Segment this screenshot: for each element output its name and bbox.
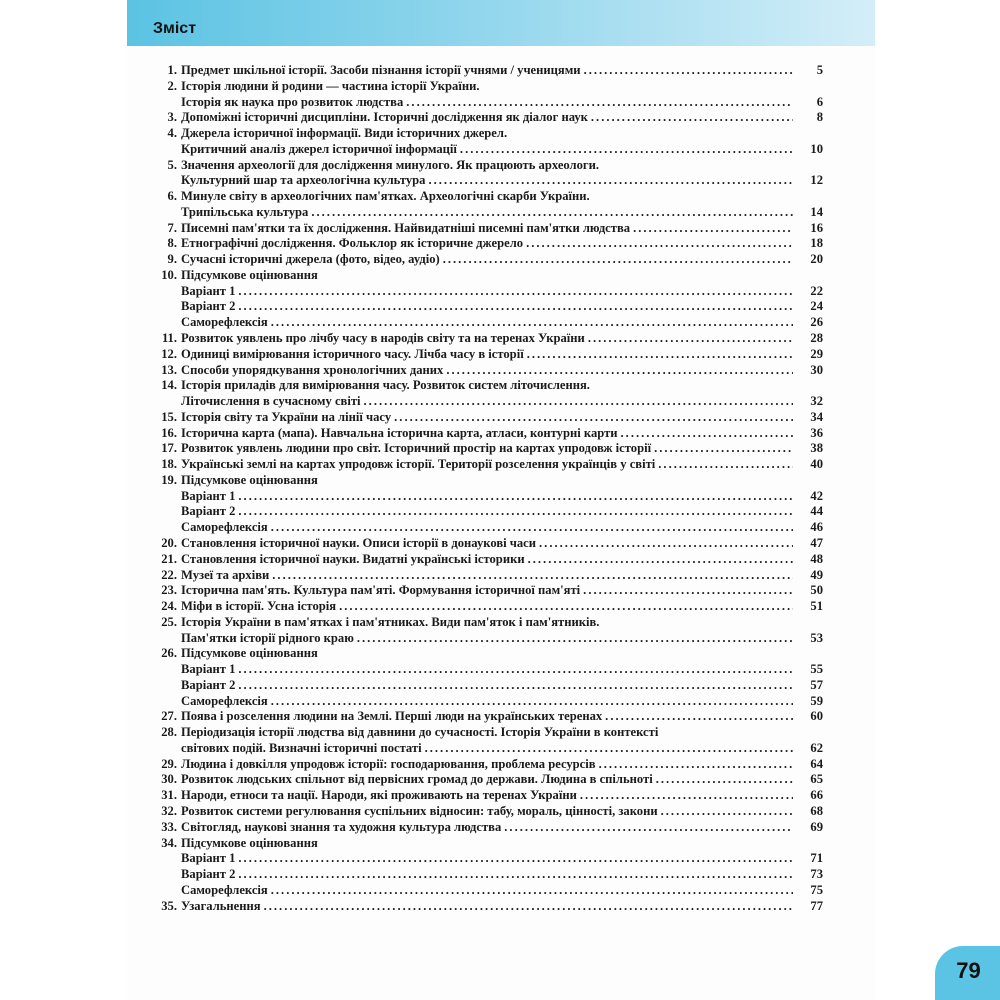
toc-entry-page: 68 xyxy=(810,803,823,818)
toc-leader-dots xyxy=(364,394,793,410)
toc-leader-dots xyxy=(357,631,793,647)
toc-entry-label: Варіант 1 xyxy=(181,851,236,866)
toc-entry xyxy=(127,583,875,599)
toc-entry-page: 30 xyxy=(810,362,823,377)
toc-entry-label: Підсумкове оцінювання xyxy=(181,835,318,850)
toc-entry-number: 13. xyxy=(161,362,177,377)
toc-leader-dots xyxy=(238,662,793,678)
toc-entry-label: Розвиток людських спільнот від первісних громад до держави. Людина в спільноті xyxy=(181,772,653,787)
toc-entry xyxy=(127,631,875,647)
toc-entry-label: Трипільська культура xyxy=(181,204,309,219)
toc-leader-dots xyxy=(661,804,793,820)
toc-entry-label: Допоміжні історичні дисципліни. Історичні дослідження як діалог наук xyxy=(181,110,588,125)
toc-entry-label: Світогляд, наукові знання та художня культура людства xyxy=(181,819,502,834)
toc-entry-label: Розвиток уявлень про лічбу часу в народів світу та на теренах України xyxy=(181,331,585,346)
toc-entry-number: 11. xyxy=(161,331,177,346)
toc-entry-number: 7. xyxy=(167,220,177,235)
toc-entry-number: 6. xyxy=(167,189,177,204)
toc-entry-label: Поява і розселення людини на Землі. Перші люди на українських теренах xyxy=(181,709,603,724)
toc-entry-page: 36 xyxy=(810,425,823,440)
toc-entry-number: 31. xyxy=(161,788,177,803)
toc-entry-title xyxy=(181,694,793,710)
toc-entry xyxy=(127,110,875,126)
toc-entry-label: Значення археології для дослідження минулого. Як працюють археологи. xyxy=(181,157,600,172)
toc-entry-title xyxy=(181,79,793,95)
toc-leader-dots xyxy=(621,426,793,442)
toc-entry xyxy=(127,63,875,79)
toc-entry xyxy=(127,899,875,915)
toc-entry-number: 8. xyxy=(167,236,177,251)
toc-leader-dots xyxy=(425,741,793,757)
toc-leader-dots xyxy=(446,363,793,379)
toc-entry-title xyxy=(181,599,793,615)
toc-leader-dots xyxy=(394,410,793,426)
toc-entry-title xyxy=(181,851,793,867)
toc-entry xyxy=(127,410,875,426)
table-of-contents xyxy=(127,63,875,914)
toc-entry-title xyxy=(181,189,793,205)
toc-entry-page: 12 xyxy=(810,173,823,188)
toc-entry-title xyxy=(181,804,793,820)
toc-entry-label: Варіант 2 xyxy=(181,504,236,519)
toc-entry-label: Минуле світу в археологічних пам'ятках. Археологічні скарби України. xyxy=(181,189,590,204)
toc-entry xyxy=(127,820,875,836)
toc-entry-label: Історія людини й родини — частина історії України. xyxy=(181,78,480,93)
toc-leader-dots xyxy=(238,299,793,315)
toc-leader-dots xyxy=(238,489,793,505)
toc-entry-number: 18. xyxy=(161,457,177,472)
toc-entry-label: Українські землі на картах упродовж історії. Території розселення українців у світі xyxy=(181,457,656,472)
toc-entry-title xyxy=(181,867,793,883)
toc-entry-title xyxy=(181,883,793,899)
toc-entry xyxy=(127,836,875,852)
toc-entry xyxy=(127,552,875,568)
toc-entry-label: Предмет шкільної історії. Засоби пізнання історії учнями / ученицями xyxy=(181,63,581,77)
toc-entry-title xyxy=(181,615,793,631)
toc-entry-number: 16. xyxy=(161,425,177,440)
toc-entry-page: 59 xyxy=(810,693,823,708)
toc-entry-title xyxy=(181,268,793,284)
toc-entry-page: 48 xyxy=(810,551,823,566)
toc-entry-label: Періодизація історії людства від давнини до сучасності. Історія України в контексті xyxy=(181,725,659,740)
toc-entry-title xyxy=(181,378,793,394)
toc-entry-page: 32 xyxy=(810,394,823,409)
toc-entry xyxy=(127,851,875,867)
toc-entry-label: світових подій. Визначні історичні постаті xyxy=(181,740,422,755)
toc-entry-label: Писемні пам'ятки та їх дослідження. Найвидатніші писемні пам'ятки людства xyxy=(181,220,631,235)
toc-entry-label: Варіант 2 xyxy=(181,867,236,882)
toc-entry-title xyxy=(181,142,793,158)
toc-entry-label: Варіант 2 xyxy=(181,677,236,692)
toc-leader-dots xyxy=(633,221,793,237)
toc-entry-page: 6 xyxy=(816,94,823,109)
toc-leader-dots xyxy=(271,520,793,536)
book-page xyxy=(127,0,981,1000)
toc-leader-dots xyxy=(238,867,793,883)
toc-entry xyxy=(127,315,875,331)
toc-entry-title xyxy=(181,725,793,741)
toc-entry-number: 22. xyxy=(161,567,177,582)
toc-entry xyxy=(127,473,875,489)
toc-entry-title xyxy=(181,568,793,584)
toc-entry-page: 69 xyxy=(810,819,823,834)
toc-leader-dots xyxy=(656,772,793,788)
toc-entry xyxy=(127,662,875,678)
toc-entry-label: Етнографічні дослідження. Фольклор як історичне джерело xyxy=(181,236,524,251)
toc-entry-number: 20. xyxy=(161,535,177,550)
page-title: Зміст xyxy=(153,20,197,37)
toc-entry-title xyxy=(181,836,793,852)
toc-entry xyxy=(127,646,875,662)
toc-entry-page: 55 xyxy=(810,662,823,677)
toc-entry-label: Саморефлексія xyxy=(181,882,268,897)
toc-entry-label: Варіант 2 xyxy=(181,299,236,314)
toc-entry-page: 73 xyxy=(810,867,823,882)
toc-entry xyxy=(127,615,875,631)
toc-entry-page: 75 xyxy=(810,882,823,897)
toc-entry-label: Підсумкове оцінювання xyxy=(181,267,318,282)
toc-entry xyxy=(127,95,875,111)
toc-entry-title xyxy=(181,820,793,836)
toc-entry-label: Критичний аналіз джерел історичної інформації xyxy=(181,141,457,156)
toc-leader-dots xyxy=(591,110,793,126)
toc-entry-label: Саморефлексія xyxy=(181,693,268,708)
toc-entry-title xyxy=(181,757,793,773)
toc-entry-page: 66 xyxy=(810,788,823,803)
toc-entry-page: 77 xyxy=(810,898,823,913)
toc-entry-page: 47 xyxy=(810,535,823,550)
toc-entry xyxy=(127,394,875,410)
toc-entry-number: 27. xyxy=(161,709,177,724)
toc-entry-label: Саморефлексія xyxy=(181,520,268,535)
toc-entry-number: 1. xyxy=(167,63,177,77)
toc-entry-page: 40 xyxy=(810,457,823,472)
toc-leader-dots xyxy=(605,709,793,725)
toc-entry-title xyxy=(181,158,793,174)
toc-entry-page: 53 xyxy=(810,630,823,645)
toc-entry-label: Варіант 1 xyxy=(181,488,236,503)
toc-entry-number: 17. xyxy=(161,441,177,456)
toc-entry-title xyxy=(181,662,793,678)
toc-entry-page: 18 xyxy=(810,236,823,251)
toc-entry-label: Становлення історичної науки. Видатні українські історики xyxy=(181,551,525,566)
toc-leader-dots xyxy=(238,678,793,694)
toc-entry xyxy=(127,142,875,158)
toc-entry xyxy=(127,173,875,189)
toc-entry xyxy=(127,299,875,315)
toc-entry-number: 19. xyxy=(161,472,177,487)
toc-leader-dots xyxy=(339,599,793,615)
toc-entry-number: 30. xyxy=(161,772,177,787)
toc-entry xyxy=(127,520,875,536)
toc-entry-number: 9. xyxy=(167,252,177,267)
toc-entry-number: 26. xyxy=(161,646,177,661)
toc-entry-label: Підсумкове оцінювання xyxy=(181,472,318,487)
toc-entry xyxy=(127,772,875,788)
toc-entry-title xyxy=(181,410,793,426)
toc-leader-dots xyxy=(406,95,793,111)
toc-leader-dots xyxy=(583,583,793,599)
toc-entry-page: 44 xyxy=(810,504,823,519)
toc-entry-number: 29. xyxy=(161,756,177,771)
toc-leader-dots xyxy=(272,568,793,584)
toc-entry xyxy=(127,189,875,205)
toc-entry-number: 34. xyxy=(161,835,177,850)
toc-entry-number: 25. xyxy=(161,614,177,629)
toc-entry xyxy=(127,725,875,741)
toc-entry xyxy=(127,489,875,505)
toc-entry-title xyxy=(181,504,793,520)
toc-entry-title xyxy=(181,457,793,473)
toc-leader-dots xyxy=(264,899,793,915)
toc-entry-page: 10 xyxy=(810,141,823,156)
toc-entry-number: 15. xyxy=(161,409,177,424)
toc-entry-page: 24 xyxy=(810,299,823,314)
toc-entry-label: Історія світу та України на лінії часу xyxy=(181,409,392,424)
toc-entry xyxy=(127,158,875,174)
toc-entry-title xyxy=(181,583,793,599)
toc-entry xyxy=(127,457,875,473)
toc-entry-page: 49 xyxy=(810,567,823,582)
toc-entry-number: 32. xyxy=(161,803,177,818)
toc-entry-page: 14 xyxy=(810,204,823,219)
toc-entry-title xyxy=(181,299,793,315)
toc-entry-label: Міфи в історії. Усна історія xyxy=(181,599,337,614)
toc-leader-dots xyxy=(584,63,793,79)
toc-entry-page: 65 xyxy=(810,772,823,787)
toc-entry-title xyxy=(181,552,793,568)
toc-leader-dots xyxy=(539,536,793,552)
toc-entry xyxy=(127,441,875,457)
toc-entry-title xyxy=(181,709,793,725)
toc-entry xyxy=(127,252,875,268)
toc-leader-dots xyxy=(311,205,793,221)
toc-entry-number: 12. xyxy=(161,346,177,361)
toc-leader-dots xyxy=(526,236,793,252)
toc-entry-title xyxy=(181,536,793,552)
toc-entry-title xyxy=(181,331,793,347)
toc-entry xyxy=(127,126,875,142)
toc-leader-dots xyxy=(504,820,793,836)
toc-entry xyxy=(127,757,875,773)
toc-entry-label: Варіант 1 xyxy=(181,662,236,677)
toc-entry-label: Розвиток системи регулювання суспільних відносин: табу, мораль, цінності, закони xyxy=(181,803,658,818)
toc-entry xyxy=(127,79,875,95)
toc-entry-label: Варіант 1 xyxy=(181,283,236,298)
toc-leader-dots xyxy=(599,757,793,773)
toc-entry xyxy=(127,426,875,442)
toc-entry-number: 2. xyxy=(167,78,177,93)
toc-entry xyxy=(127,741,875,757)
toc-entry-page: 60 xyxy=(810,709,823,724)
toc-entry xyxy=(127,331,875,347)
toc-entry-page: 50 xyxy=(810,583,823,598)
toc-entry-page: 20 xyxy=(810,252,823,267)
toc-leader-dots xyxy=(238,851,793,867)
toc-entry-title xyxy=(181,631,793,647)
toc-entry-title xyxy=(181,441,793,457)
toc-entry-title xyxy=(181,363,793,379)
toc-entry-label: Підсумкове оцінювання xyxy=(181,646,318,661)
toc-entry-label: Історична пам'ять. Культура пам'яті. Формування історичної пам'яті xyxy=(181,583,581,598)
toc-entry-page: 42 xyxy=(810,488,823,503)
toc-leader-dots xyxy=(238,504,793,520)
toc-entry-number: 5. xyxy=(167,157,177,172)
toc-entry-number: 35. xyxy=(161,898,177,913)
toc-entry xyxy=(127,804,875,820)
toc-entry-title xyxy=(181,236,793,252)
toc-entry-page: 26 xyxy=(810,315,823,330)
toc-entry-page: 71 xyxy=(810,851,823,866)
toc-entry-number: 23. xyxy=(161,583,177,598)
toc-entry-number: 14. xyxy=(161,378,177,393)
header-band xyxy=(127,0,875,46)
toc-entry-title xyxy=(181,252,793,268)
toc-entry-page: 16 xyxy=(810,220,823,235)
toc-entry-number: 4. xyxy=(167,126,177,141)
toc-entry-title xyxy=(181,173,793,189)
toc-entry-page: 64 xyxy=(810,756,823,771)
toc-entry xyxy=(127,867,875,883)
toc-leader-dots xyxy=(238,284,793,300)
toc-entry-title xyxy=(181,63,793,79)
toc-entry-number: 3. xyxy=(167,110,177,125)
toc-leader-dots xyxy=(654,441,793,457)
toc-entry xyxy=(127,536,875,552)
toc-entry-title xyxy=(181,646,793,662)
toc-entry xyxy=(127,221,875,237)
toc-entry-title xyxy=(181,95,793,111)
toc-entry-number: 10. xyxy=(161,267,177,282)
toc-entry-label: Людина і довкілля упродовж історії: господарювання, проблема ресурсів xyxy=(181,756,596,771)
toc-entry xyxy=(127,268,875,284)
toc-entry-number: 21. xyxy=(161,551,177,566)
toc-leader-dots xyxy=(271,694,793,710)
toc-entry-page: 28 xyxy=(810,331,823,346)
toc-entry-label: Становлення історичної науки. Описи історії в донаукові часи xyxy=(181,535,537,550)
toc-entry-title xyxy=(181,284,793,300)
toc-leader-dots xyxy=(443,252,793,268)
toc-entry-label: Культурний шар та археологічна культура xyxy=(181,173,426,188)
toc-entry-page: 38 xyxy=(810,441,823,456)
toc-entry-number: 33. xyxy=(161,819,177,834)
toc-leader-dots xyxy=(460,142,793,158)
toc-entry xyxy=(127,568,875,584)
toc-entry-label: Джерела історичної інформації. Види історичних джерел. xyxy=(181,126,508,141)
toc-entry-title xyxy=(181,788,793,804)
page-number: 79 xyxy=(956,958,981,983)
toc-entry-label: Історія приладів для вимірювання часу. Розвиток систем літочислення. xyxy=(181,378,590,393)
toc-entry-label: Розвиток уявлень людини про світ. Історичний простір на картах упродовж історії xyxy=(181,441,652,456)
toc-entry-number: 24. xyxy=(161,599,177,614)
toc-entry-label: Літочислення в сучасному світі xyxy=(181,394,361,409)
toc-leader-dots xyxy=(527,347,793,363)
toc-entry-number: 28. xyxy=(161,725,177,740)
toc-entry xyxy=(127,378,875,394)
toc-entry-label: Пам'ятки історії рідного краю xyxy=(181,630,354,645)
toc-entry-title xyxy=(181,899,793,915)
toc-leader-dots xyxy=(271,315,793,331)
toc-leader-dots xyxy=(428,173,793,189)
toc-entry-title xyxy=(181,678,793,694)
toc-entry xyxy=(127,347,875,363)
toc-entry xyxy=(127,709,875,725)
toc-entry-label: Історія України в пам'ятках і пам'ятниках. Види пам'яток і пам'ятників. xyxy=(181,614,600,629)
toc-entry xyxy=(127,599,875,615)
toc-entry xyxy=(127,504,875,520)
toc-leader-dots xyxy=(580,788,793,804)
toc-leader-dots xyxy=(528,552,793,568)
toc-entry-label: Способи упорядкування хронологічних даних xyxy=(181,362,444,377)
toc-entry-title xyxy=(181,520,793,536)
toc-entry-label: Сучасні історичні джерела (фото, відео, аудіо) xyxy=(181,252,440,267)
toc-entry-page: 29 xyxy=(810,346,823,361)
toc-entry-page: 5 xyxy=(816,63,823,77)
toc-entry-label: Історична карта (мапа). Навчальна історична карта, атласи, контурні карти xyxy=(181,425,618,440)
toc-entry xyxy=(127,284,875,300)
toc-entry xyxy=(127,788,875,804)
toc-entry xyxy=(127,205,875,221)
toc-entry-label: Саморефлексія xyxy=(181,315,268,330)
toc-entry xyxy=(127,883,875,899)
toc-entry xyxy=(127,694,875,710)
toc-entry-title xyxy=(181,347,793,363)
toc-entry-label: Одиниці вимірювання історичного часу. Лічба часу в історії xyxy=(181,346,524,361)
toc-entry-page: 34 xyxy=(810,409,823,424)
toc-entry-title xyxy=(181,473,793,489)
toc-entry-page: 22 xyxy=(810,283,823,298)
toc-entry-page: 46 xyxy=(810,520,823,535)
toc-entry-title xyxy=(181,110,793,126)
toc-entry-label: Історія як наука про розвиток людства xyxy=(181,94,404,109)
toc-entry-title xyxy=(181,489,793,505)
toc-entry-title xyxy=(181,315,793,331)
toc-entry-title xyxy=(181,426,793,442)
toc-entry-title xyxy=(181,126,793,142)
toc-leader-dots xyxy=(271,883,793,899)
toc-entry-label: Музеї та архіви xyxy=(181,567,270,582)
toc-entry xyxy=(127,678,875,694)
toc-entry-label: Узагальнення xyxy=(181,898,261,913)
toc-entry-page: 57 xyxy=(810,677,823,692)
toc-entry-title xyxy=(181,221,793,237)
page-number-tab xyxy=(935,946,1000,1000)
toc-entry xyxy=(127,236,875,252)
toc-entry-page: 8 xyxy=(816,110,823,125)
toc-entry-title xyxy=(181,772,793,788)
toc-entry-label: Народи, етноси та нації. Народи, які проживають на теренах України xyxy=(181,788,577,803)
toc-entry-title xyxy=(181,741,793,757)
toc-entry-title xyxy=(181,205,793,221)
toc-leader-dots xyxy=(588,331,793,347)
toc-entry-title xyxy=(181,394,793,410)
toc-entry xyxy=(127,363,875,379)
toc-entry-page: 51 xyxy=(810,599,823,614)
toc-leader-dots xyxy=(658,457,793,473)
toc-entry-page: 62 xyxy=(810,740,823,755)
